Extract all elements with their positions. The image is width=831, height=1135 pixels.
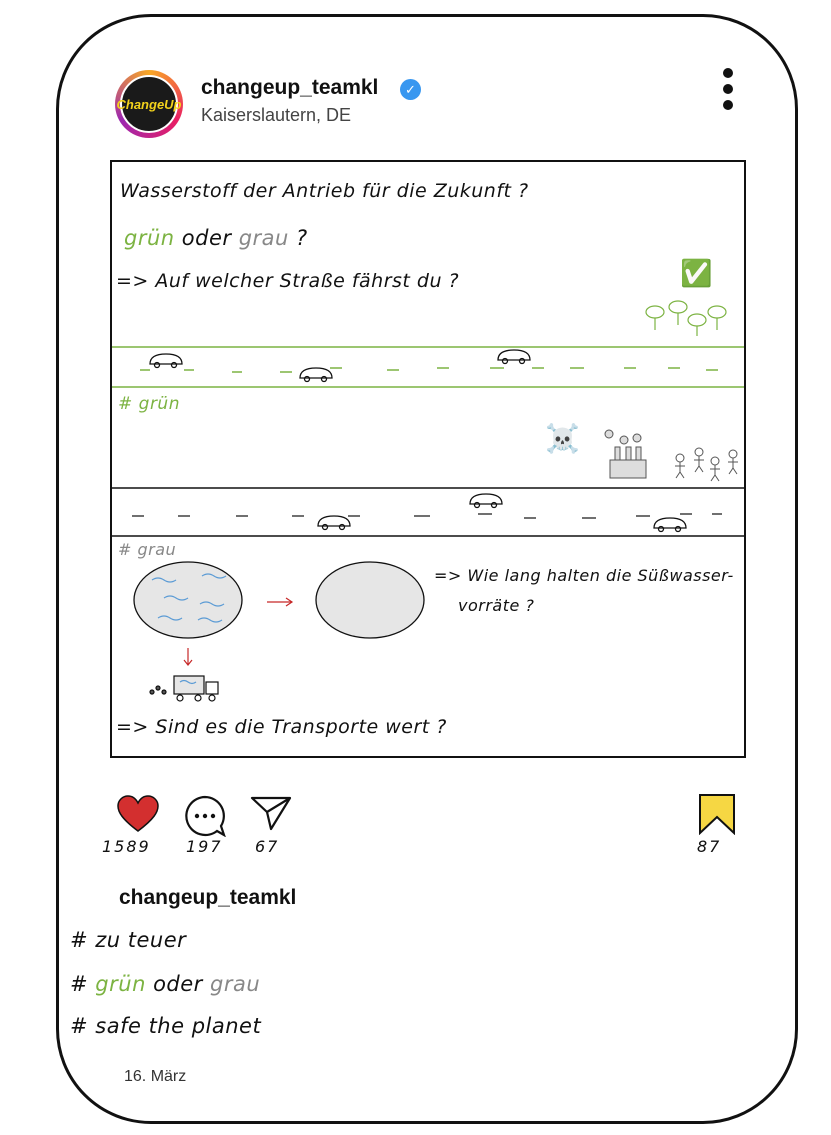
people-icon	[675, 448, 738, 481]
transport-question: => Sind es die Transporte wert ?	[116, 716, 447, 738]
caption-line-3: # safe the planet	[70, 1014, 262, 1038]
avatar-text: ChangeUp	[116, 96, 182, 112]
water-reservoir-empty	[316, 562, 424, 638]
car-icon	[150, 350, 530, 382]
hash-symbol: #	[70, 972, 89, 996]
post-date: 16. März	[124, 1068, 187, 1085]
word-or: oder	[181, 226, 232, 250]
tag-grey: # grau	[118, 540, 177, 559]
post-question-line	[124, 226, 308, 250]
trees-icon	[646, 301, 726, 336]
paper-plane-icon[interactable]	[250, 795, 292, 831]
header-location[interactable]: Kaiserslautern, DE	[201, 105, 352, 125]
bookmark-icon[interactable]	[697, 793, 737, 835]
skull-icon: ☠️	[545, 423, 580, 454]
water-reservoir-full	[134, 562, 242, 638]
water-question-line1: => Wie lang halten die Süßwasser-	[434, 566, 734, 585]
water-question-line2: vorräte ?	[458, 596, 535, 615]
road-question: => Auf welcher Straße fährst du ?	[116, 270, 460, 292]
question-mark: ?	[296, 226, 308, 250]
caption-username[interactable]: changeup_teamkl	[119, 886, 297, 909]
saves-count: 87	[697, 837, 722, 856]
likes-count: 1589	[102, 837, 151, 856]
word-green: grün	[95, 972, 146, 996]
post-drawing	[112, 162, 746, 758]
tag-green: # grün	[118, 394, 180, 414]
post-image[interactable]	[110, 160, 746, 758]
word-grey: grau	[238, 226, 289, 250]
comment-bubble-icon[interactable]	[184, 795, 226, 837]
verified-check-icon: ✓	[400, 79, 421, 100]
post-title: Wasserstoff der Antrieb für die Zukunft ?	[120, 180, 529, 202]
word-green: grün	[124, 226, 175, 250]
avatar[interactable]	[115, 70, 183, 138]
factory-icon	[605, 430, 646, 478]
word-grey: grau	[210, 972, 261, 996]
caption-line-1: # zu teuer	[70, 928, 187, 952]
truck-icon	[150, 676, 218, 701]
car-icon	[318, 494, 686, 532]
word-or: oder	[153, 972, 203, 996]
check-icon: ✅	[680, 258, 713, 288]
comments-count: 197	[186, 837, 223, 856]
caption-line-2	[70, 972, 260, 996]
heart-icon[interactable]	[117, 795, 159, 833]
more-vertical-icon[interactable]	[718, 68, 738, 118]
shares-count: 67	[255, 837, 280, 856]
header-username[interactable]: changeup_teamkl	[201, 76, 379, 99]
